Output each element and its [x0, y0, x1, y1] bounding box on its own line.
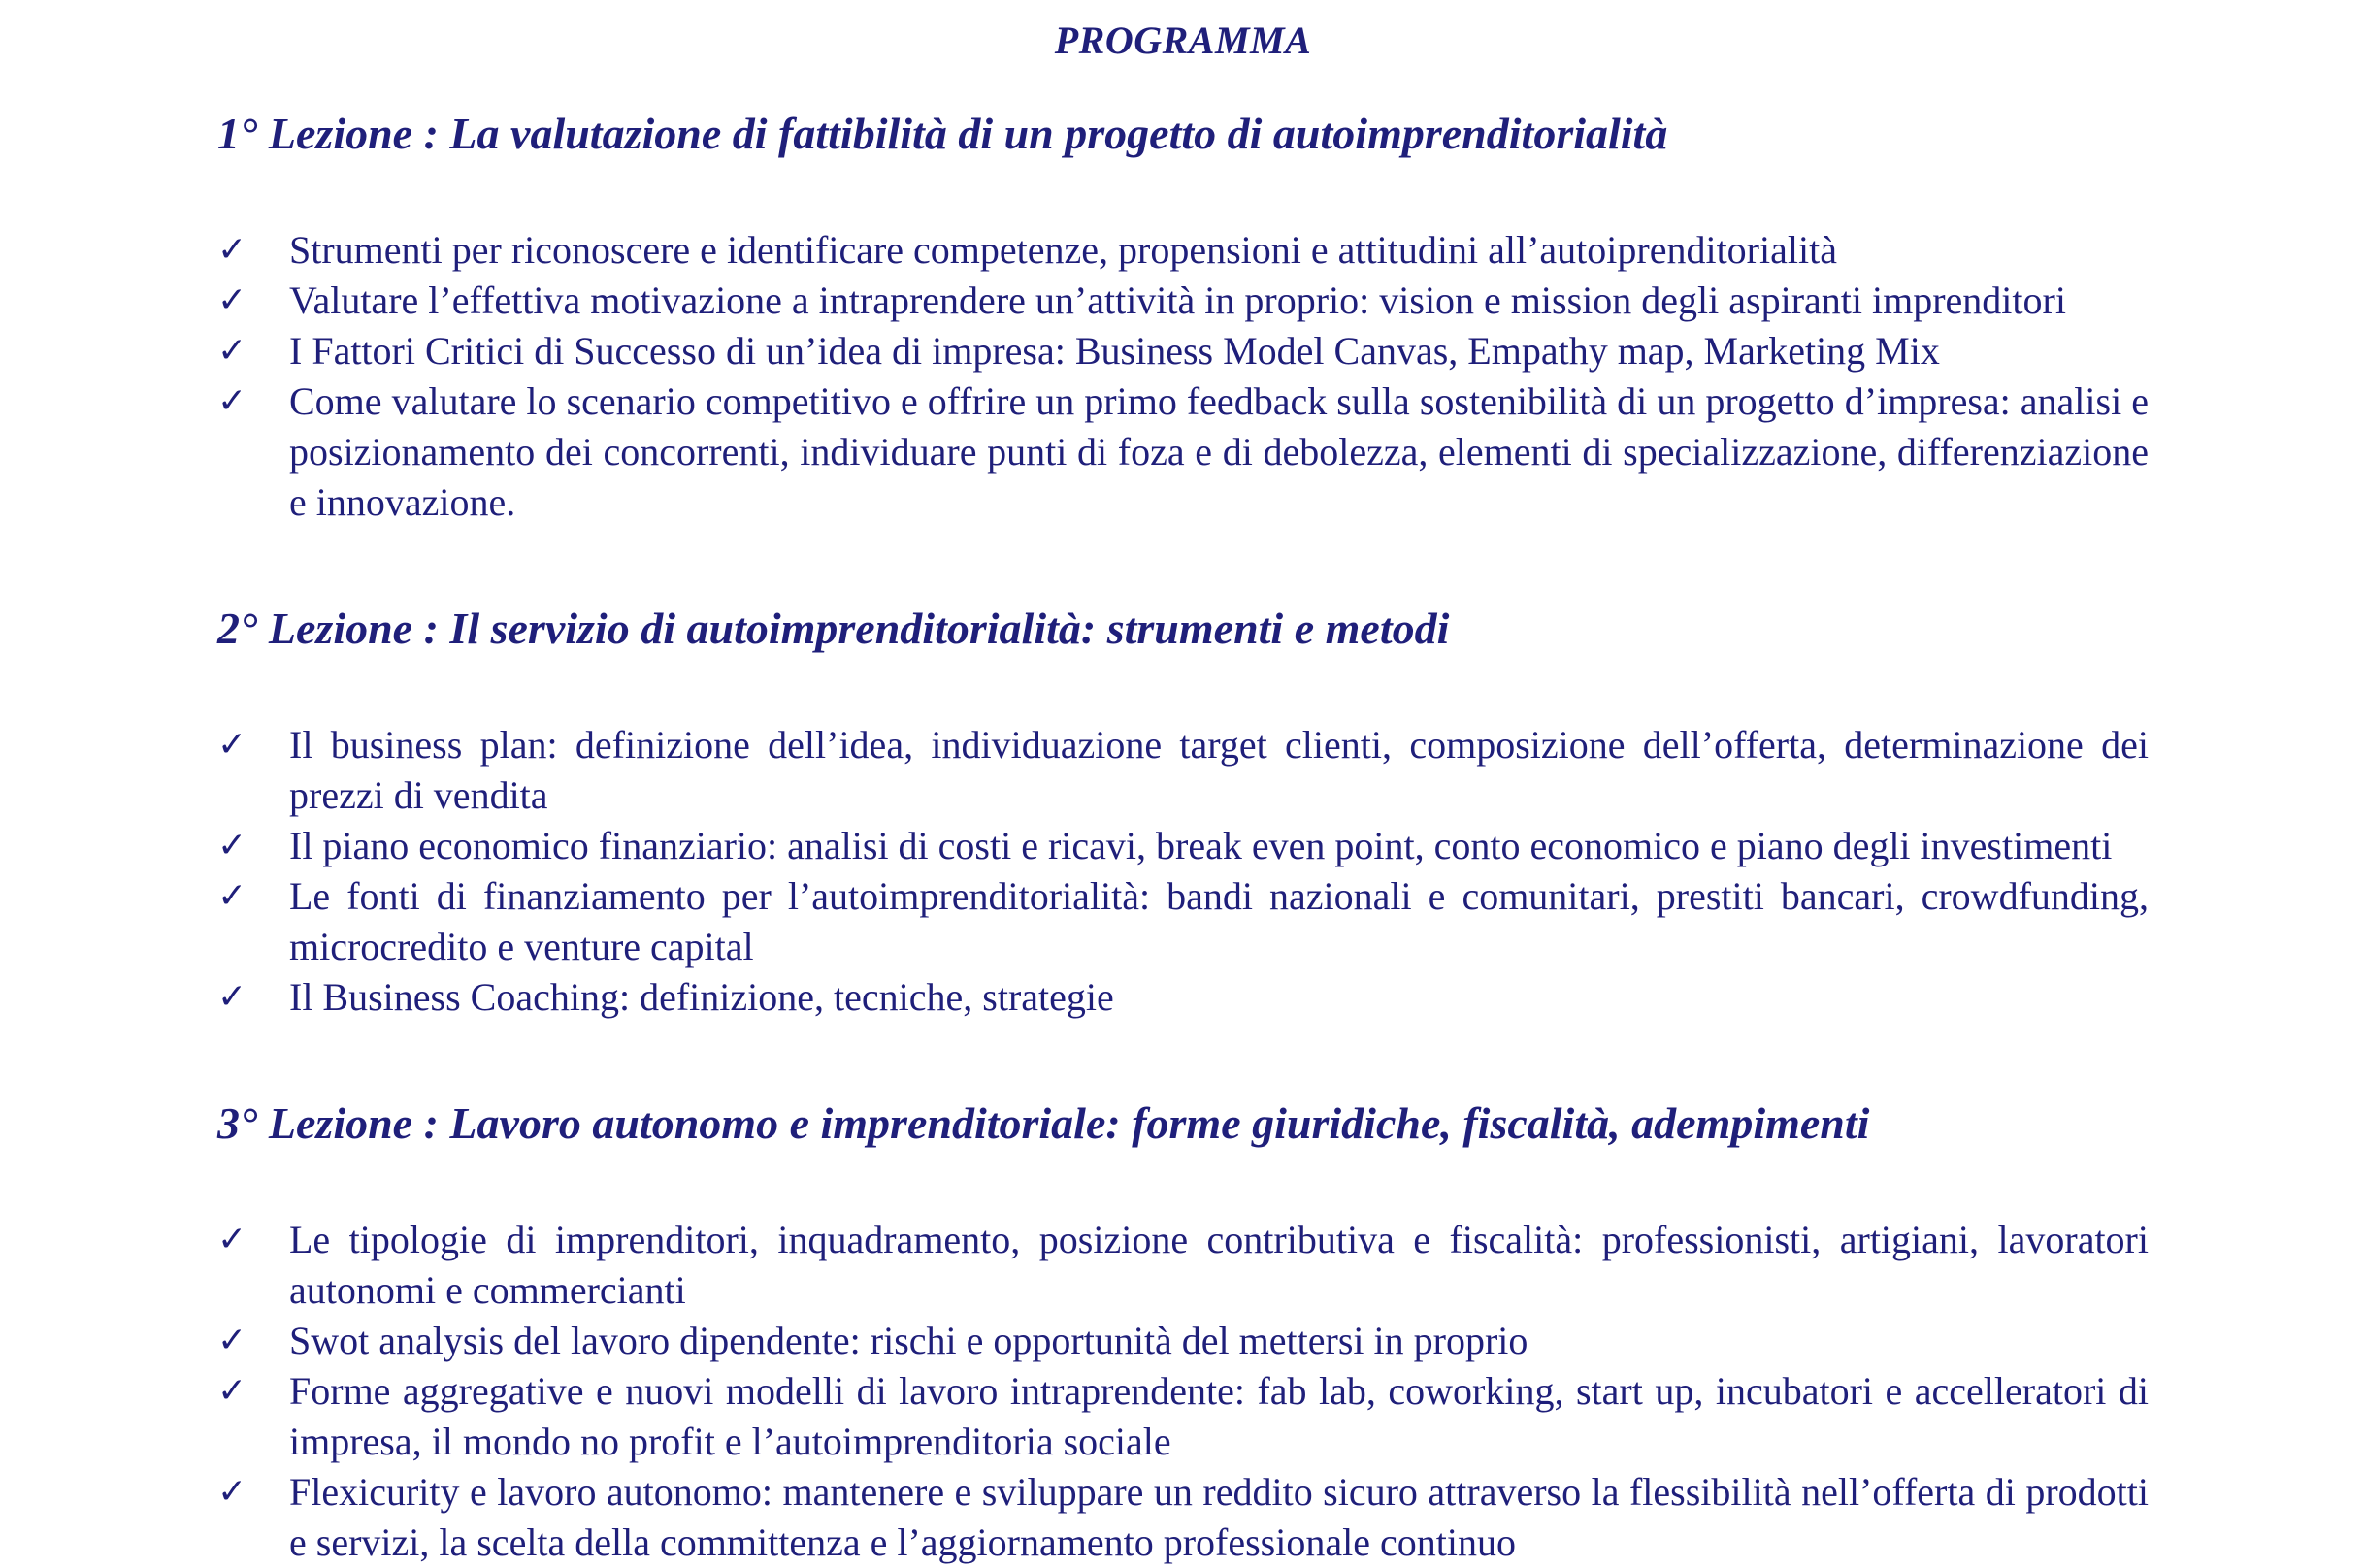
- checkmark-icon: ✓: [217, 876, 247, 916]
- lesson-heading-1: [217, 105, 2149, 163]
- lesson-section-1: [217, 105, 2149, 528]
- checkmark-icon: ✓: [217, 977, 247, 1017]
- list-item: [217, 1467, 2149, 1568]
- lesson-heading-2: [217, 600, 2149, 658]
- checkmark-icon: ✓: [217, 1371, 247, 1411]
- list-item: [217, 1366, 2149, 1467]
- list-item-text: Le fonti di finanziamento per l’autoimprenditorialità: bandi nazionali e comunitari, prestiti bancari, crowdfunding, microcredito e venture capital: [289, 874, 2149, 968]
- list-item: [217, 376, 2149, 528]
- lesson-section-2: [217, 600, 2149, 1023]
- lesson-separator: :: [412, 1098, 439, 1148]
- list-item-text: Come valutare lo scenario competitivo e offrire un primo feedback sulla sostenibilità di un progetto d’impresa: analisi e posizionamento dei concorrenti, individuare punti di foza e di debolezza, elementi di specializzazione, differenziazione e innovazione.: [289, 379, 2149, 524]
- list-item: [217, 225, 2149, 276]
- checkmark-icon: ✓: [217, 1472, 247, 1512]
- lesson-number: 2° Lezione: [217, 604, 413, 653]
- list-item: [217, 1215, 2149, 1316]
- list-item: [217, 720, 2149, 821]
- list-item: [217, 871, 2149, 972]
- list-item: [217, 821, 2149, 871]
- checkmark-icon: ✓: [217, 1321, 247, 1360]
- lesson-topic: Lavoro autonomo e imprenditoriale: forme giuridiche, fiscalità, adempimenti: [438, 1098, 1870, 1148]
- list-item-text: Flexicurity e lavoro autonomo: mantenere e sviluppare un reddito sicuro attraverso la flessibilità nell’offerta di prodotti e servizi, la scelta della committenza e l’aggiornamento professionale continuo: [289, 1470, 2149, 1564]
- lesson-items-list: [217, 1215, 2149, 1568]
- list-item-text: Swot analysis del lavoro dipendente: rischi e opportunità del mettersi in proprio: [289, 1319, 1528, 1362]
- list-item-text: I Fattori Critici di Successo di un’idea di impresa: Business Model Canvas, Empathy map, Marketing Mix: [289, 329, 1940, 373]
- checkmark-icon: ✓: [217, 1220, 247, 1259]
- lesson-heading-3: [217, 1094, 2149, 1153]
- lesson-separator: :: [412, 604, 439, 653]
- list-item-text: Il business plan: definizione dell’idea, individuazione target clienti, composizione dell’offerta, determinazione dei prezzi di vendita: [289, 723, 2149, 817]
- lesson-topic: La valutazione di fattibilità di un progetto di autoimprenditorialità: [438, 109, 1668, 158]
- lesson-number: 3° Lezione: [217, 1098, 413, 1148]
- list-item: [217, 326, 2149, 376]
- checkmark-icon: ✓: [217, 230, 247, 270]
- list-item: [217, 972, 2149, 1023]
- checkmark-icon: ✓: [217, 725, 247, 765]
- list-item-text: Valutare l’effettiva motivazione a intraprendere un’attività in proprio: vision e mission degli aspiranti imprenditori: [289, 278, 2066, 322]
- list-item-text: Il piano economico finanziario: analisi di costi e ricavi, break even point, conto economico e piano degli investimenti: [289, 824, 2113, 867]
- lesson-number: 1° Lezione: [217, 109, 413, 158]
- list-item: [217, 1316, 2149, 1366]
- page-title: PROGRAMMA: [1054, 18, 1312, 62]
- checkmark-icon: ✓: [217, 331, 247, 371]
- list-item-text: Le tipologie di imprenditori, inquadramento, posizione contributiva e fiscalità: professionisti, artigiani, lavoratori autonomi e commercianti: [289, 1218, 2149, 1312]
- checkmark-icon: ✓: [217, 826, 247, 866]
- lesson-separator: :: [412, 109, 439, 158]
- list-item-text: Forme aggregative e nuovi modelli di lavoro intraprendente: fab lab, coworking, start up, incubatori e accelleratori di impresa, il mondo no profit e l’autoimprenditoria sociale: [289, 1369, 2149, 1463]
- lesson-items-list: [217, 720, 2149, 1023]
- list-item: [217, 276, 2149, 326]
- checkmark-icon: ✓: [217, 381, 247, 421]
- lesson-items-list: [217, 225, 2149, 528]
- lesson-topic: Il servizio di autoimprenditorialità: strumenti e metodi: [438, 604, 1450, 653]
- list-item-text: Il Business Coaching: definizione, tecniche, strategie: [289, 975, 1114, 1019]
- lesson-section-3: [217, 1094, 2149, 1568]
- list-item-text: Strumenti per riconoscere e identificare competenze, propensioni e attitudini all’autoiprenditorialità: [289, 228, 1837, 272]
- checkmark-icon: ✓: [217, 280, 247, 320]
